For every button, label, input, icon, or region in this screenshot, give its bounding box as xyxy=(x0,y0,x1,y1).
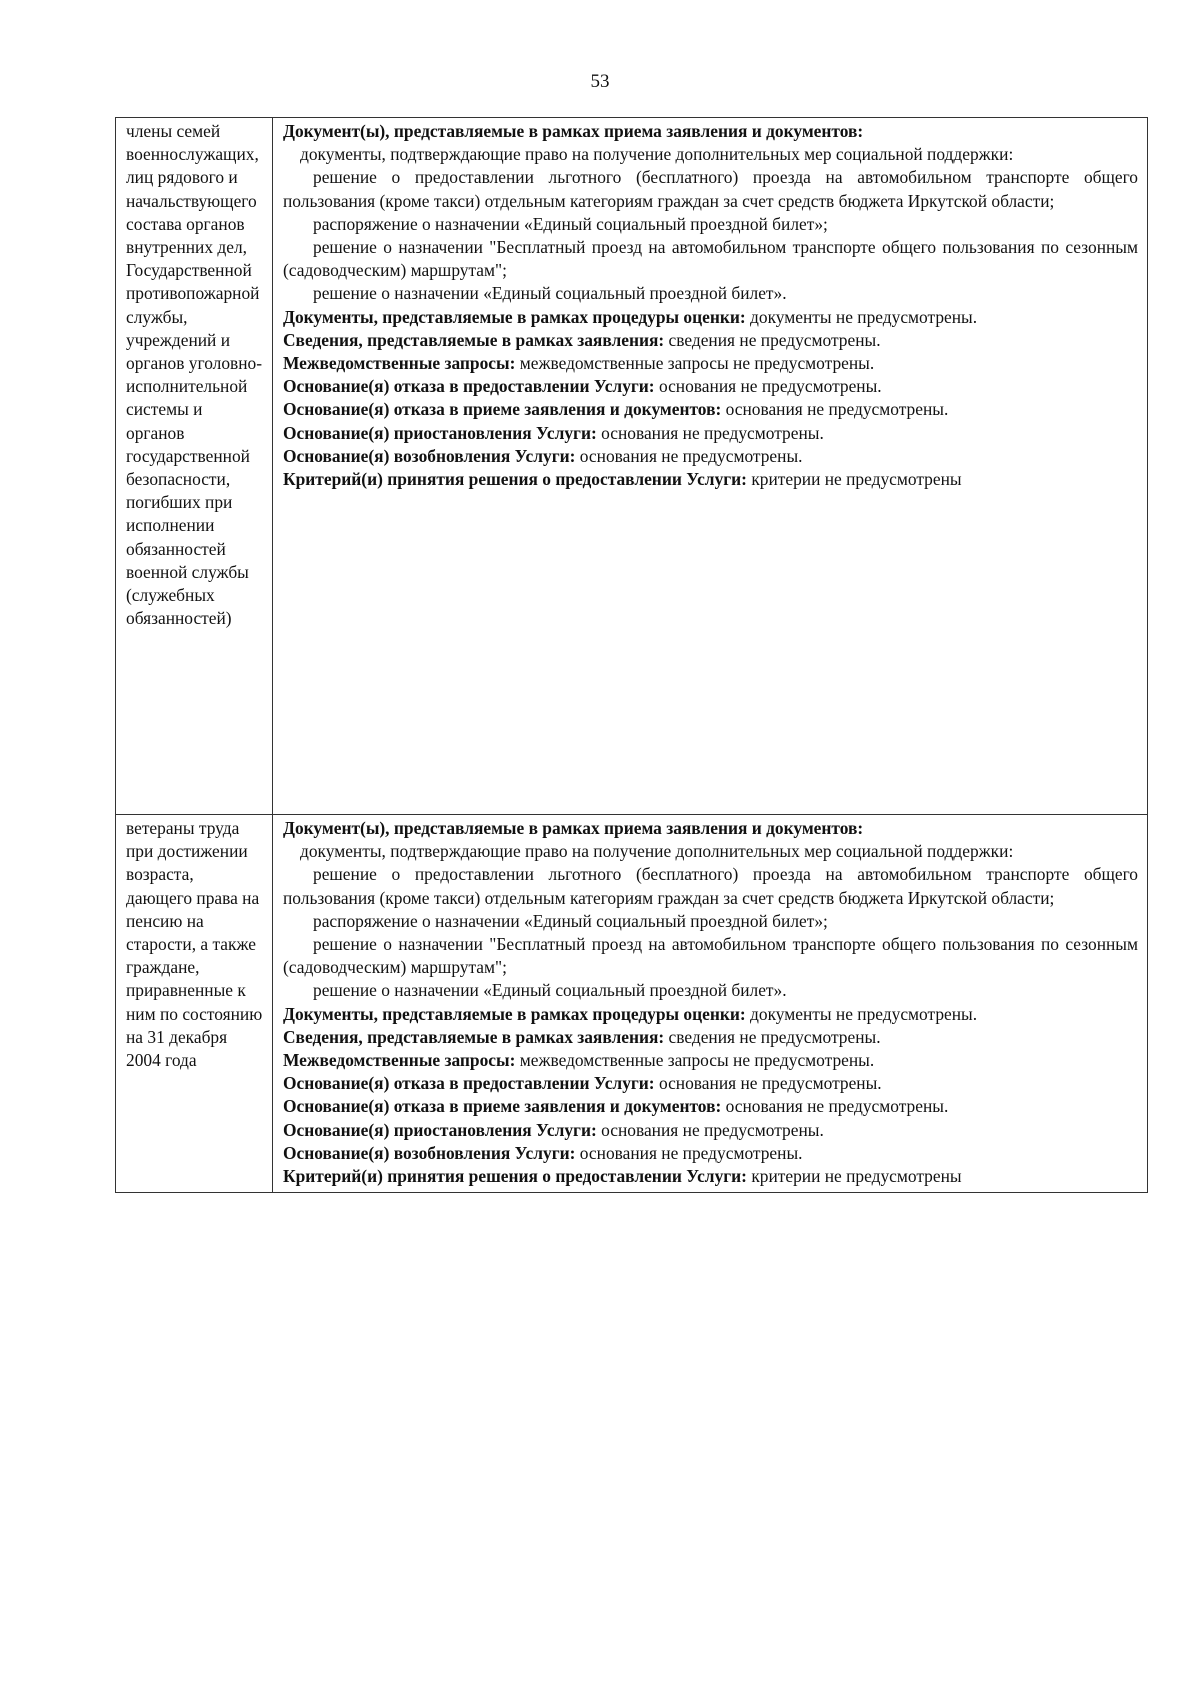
doc-item: решение о предоставлении льготного (бесплатного) проезда на автомобильном транспорте общего пользования (кроме такси) отдельным категориям граждан за счет средств бюджета Иркутской области; xyxy=(283,864,1138,908)
requirement-item xyxy=(283,329,1138,352)
page-number: 53 xyxy=(590,71,610,92)
requirement-item xyxy=(283,1003,1138,1026)
requirement-label: Основание(я) отказа в предоставлении Услуги: xyxy=(283,1073,655,1094)
doc-item: решение о назначении «Единый социальный проездной билет». xyxy=(313,283,787,304)
requirement-value: основания не предусмотрены. xyxy=(575,1142,803,1163)
requirement-item xyxy=(283,1026,1138,1049)
requirement-label: Документы, представляемые в рамках процедуры оценки: xyxy=(283,1003,746,1024)
services-table xyxy=(115,117,1148,1193)
requirement-value: основания не предусмотрены. xyxy=(654,1073,882,1094)
table-row xyxy=(116,815,1148,1193)
table-row xyxy=(116,118,1148,815)
requirement-item xyxy=(283,1072,1138,1095)
requirement-value: сведения не предусмотрены. xyxy=(664,1026,881,1047)
requirement-value: основания не предусмотрены. xyxy=(721,399,949,420)
docs-heading: Документ(ы), представляемые в рамках приема заявления и документов: xyxy=(283,121,864,141)
requirement-value: сведения не предусмотрены. xyxy=(664,329,881,350)
docs-intro: документы, подтверждающие право на получение дополнительных мер социальной поддержки: xyxy=(300,144,1014,165)
requirement-value: основания не предусмотрены. xyxy=(575,445,803,466)
requirement-value: основания не предусмотрены. xyxy=(721,1096,949,1117)
requirement-value: основания не предусмотрены. xyxy=(654,376,882,397)
requirement-label: Сведения, представляемые в рамках заявления: xyxy=(283,329,665,350)
requirements-cell xyxy=(273,118,1148,815)
docs-intro: документы, подтверждающие право на получение дополнительных мер социальной поддержки: xyxy=(300,841,1014,862)
doc-item: решение о назначении "Бесплатный проезд на автомобильном транспорте общего пользования по сезонным (садоводческим) маршрутам"; xyxy=(283,934,1138,978)
requirement-label: Критерий(и) принятия решения о предоставлении Услуги: xyxy=(283,1166,747,1187)
doc-item: распоряжение о назначении «Единый социальный проездной билет»; xyxy=(313,213,828,234)
requirement-item xyxy=(283,398,1138,421)
requirement-item xyxy=(283,1165,1138,1188)
requirement-item xyxy=(283,1142,1138,1165)
requirement-value: критерии не предусмотрены xyxy=(746,1166,962,1187)
requirement-label: Критерий(и) принятия решения о предоставлении Услуги: xyxy=(283,469,747,490)
category-cell: ветераны труда при достижении возраста, дающего права на пенсию на старости, а также граждане, приравненные к ним по состоянию на 31 декабря 2004 года xyxy=(116,815,273,1193)
requirement-item xyxy=(283,375,1138,398)
requirement-label: Основание(я) отказа в приеме заявления и документов: xyxy=(283,1096,722,1117)
requirement-value: межведомственные запросы не предусмотрены. xyxy=(515,353,875,374)
requirement-item xyxy=(283,445,1138,468)
doc-item: решение о назначении "Бесплатный проезд на автомобильном транспорте общего пользования по сезонным (садоводческим) маршрутам"; xyxy=(283,237,1138,281)
requirement-item xyxy=(283,1049,1138,1072)
requirement-value: основания не предусмотрены. xyxy=(596,422,824,443)
category-cell: члены семей военнослужащих, лиц рядового и начальствующего состава органов внутренних дел, Государственной противопожарной службы, учреждений и органов уголовно-исполнительной системы и органов государственной безопасности, погибших при исполнении обязанностей военной службы (служебных обязанностей) xyxy=(116,118,273,815)
requirement-label: Основание(я) отказа в приеме заявления и документов: xyxy=(283,399,722,420)
requirement-label: Основание(я) возобновления Услуги: xyxy=(283,1142,576,1163)
requirement-value: основания не предусмотрены. xyxy=(596,1119,824,1140)
requirements-cell xyxy=(273,815,1148,1193)
requirement-value: документы не предусмотрены. xyxy=(745,1003,978,1024)
docs-heading: Документ(ы), представляемые в рамках приема заявления и документов: xyxy=(283,818,864,838)
doc-item: распоряжение о назначении «Единый социальный проездной билет»; xyxy=(313,910,828,931)
requirement-label: Основание(я) возобновления Услуги: xyxy=(283,445,576,466)
requirement-value: критерии не предусмотрены xyxy=(746,469,962,490)
requirement-value: документы не предусмотрены. xyxy=(745,306,978,327)
requirement-item xyxy=(283,352,1138,375)
requirement-value: межведомственные запросы не предусмотрены. xyxy=(515,1050,875,1071)
requirement-item xyxy=(283,422,1138,445)
requirement-item xyxy=(283,1095,1138,1118)
requirement-label: Документы, представляемые в рамках процедуры оценки: xyxy=(283,306,746,327)
requirement-item xyxy=(283,468,1138,491)
doc-item: решение о предоставлении льготного (бесплатного) проезда на автомобильном транспорте общего пользования (кроме такси) отдельным категориям граждан за счет средств бюджета Иркутской области; xyxy=(283,167,1138,211)
requirement-label: Межведомственные запросы: xyxy=(283,353,516,374)
requirement-item xyxy=(283,1119,1138,1142)
doc-item: решение о назначении «Единый социальный проездной билет». xyxy=(313,980,787,1001)
requirement-label: Сведения, представляемые в рамках заявления: xyxy=(283,1026,665,1047)
requirement-label: Основание(я) отказа в предоставлении Услуги: xyxy=(283,376,655,397)
requirement-label: Основание(я) приостановления Услуги: xyxy=(283,1119,597,1140)
requirement-item xyxy=(283,306,1138,329)
requirement-label: Межведомственные запросы: xyxy=(283,1050,516,1071)
requirement-label: Основание(я) приостановления Услуги: xyxy=(283,422,597,443)
